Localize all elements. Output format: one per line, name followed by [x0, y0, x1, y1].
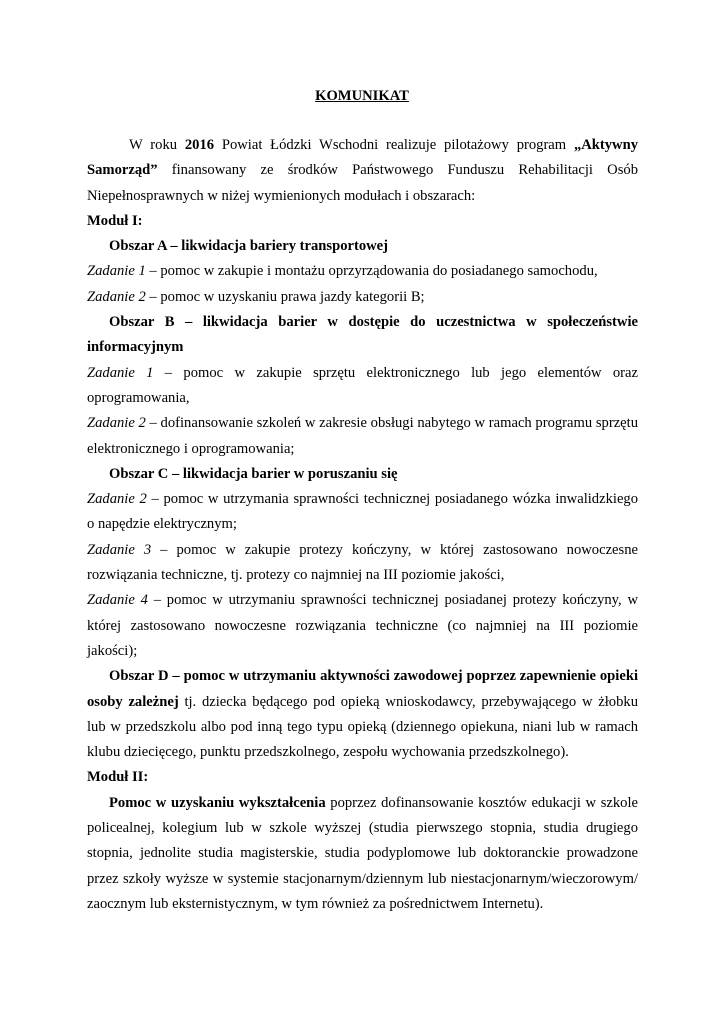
page-title: KOMUNIKAT — [315, 88, 409, 104]
intro-year: 2016 — [184, 137, 215, 153]
area-c-task — [87, 588, 638, 664]
area-c-heading: Obszar C – likwidacja barier w poruszaniu się — [109, 465, 398, 482]
task-label: Zadanie 2 — [87, 491, 147, 508]
area-a-task — [87, 285, 638, 310]
task-text: – pomoc w zakupie protezy kończyny, w której zastosowano nowoczesne rozwiązania techniczne, tj. protezy co najmniej na III poziomie jakości, — [87, 541, 638, 584]
area-b-heading: Obszar B – likwidacja barier w dostępie do uczestnictwa w społeczeństwie informacyjnym — [87, 314, 638, 356]
task-text: – dofinansowanie szkoleń w zakresie obsługi nabytego w ramach programu sprzętu elektronicznego i oprogramowania; — [87, 415, 639, 457]
area-c-task — [87, 538, 638, 589]
area-a-heading: Obszar A – likwidacja bariery transportowej — [109, 238, 389, 255]
task-text: – pomoc w utrzymaniu sprawności technicznej posiadanej protezy kończyny, w której zastosowano nowoczesne rozwiązania techniczne (co najmniej na III poziomie jakości); — [87, 592, 639, 659]
program-name: „Aktywny Samorząd” — [87, 137, 638, 179]
intro-text-3: finansowany ze środków Państwowego Funduszu Rehabilitacji Osób Niepełnosprawnych w niżej wymienionych modułach i obszarach: — [87, 162, 638, 204]
task-text: – pomoc w uzyskaniu prawa jazdy kategorii B; — [145, 288, 425, 305]
area-d-text: tj. dziecka będącego pod opieką wnioskodawcy, przebywającego w żłobku lub w przedszkolu albo pod inną tego typu opieką (dziennego opiekuna, niani lub w ramach klubu dziecięcego, punktu przedszkolnego, zespołu wychowania przedszkolnego). — [87, 693, 638, 761]
task-text: – pomoc w zakupie i montażu oprzyrządowania do posiadanego samochodu, — [145, 263, 598, 280]
area-d-paragraph — [87, 664, 638, 765]
task-label: Zadanie 4 — [87, 592, 148, 609]
module-1-heading: Moduł I: — [87, 212, 143, 229]
task-label: Zadanie 2 — [87, 288, 146, 305]
task-text: – pomoc w zakupie sprzętu elektronicznego lub jego elementów oraz oprogramowania, — [87, 364, 638, 406]
task-label: Zadanie 2 — [87, 415, 146, 432]
area-a-task — [87, 259, 638, 284]
task-text: – pomoc w utrzymania sprawności technicznej posiadanego wózka inwalidzkiego o napędzie elektrycznym; — [87, 491, 639, 533]
area-d-heading: Obszar D – pomoc w utrzymaniu aktywności zawodowej poprzez zapewnienie opieki osoby zależnej — [87, 668, 638, 710]
task-label: Zadanie 3 — [87, 541, 152, 558]
area-b-task — [87, 361, 638, 412]
intro-text-1: W roku — [129, 137, 185, 153]
intro-paragraph — [87, 133, 638, 209]
module-2-text: poprzez dofinansowanie kosztów edukacji w szkole policealnej, kolegium lub w szkole wyższej (studia pierwszego stopnia, studia drugiego stopnia, jednolite studia magisterskie, studia podyplomowe lub doktoranckie prowadzone przez szkoły wyższe w systemie stacjonarnym/dziennym lub niestacjonarnym/wieczorowym/ zaocznym lub eksternistycznym, w tym również za pośrednictwem Internetu). — [87, 794, 638, 912]
module-2-paragraph — [87, 791, 638, 917]
area-b-task — [87, 411, 638, 462]
task-label: Zadanie 1 — [87, 364, 154, 381]
document-body — [87, 133, 638, 917]
intro-text-2: Powiat Łódzki Wschodni realizuje pilotażowy program — [214, 137, 574, 153]
module-2-bold: Pomoc w uzyskaniu wykształcenia — [109, 794, 326, 811]
module-2-heading: Moduł II: — [87, 769, 149, 786]
task-label: Zadanie 1 — [87, 263, 146, 280]
area-c-task — [87, 487, 638, 538]
